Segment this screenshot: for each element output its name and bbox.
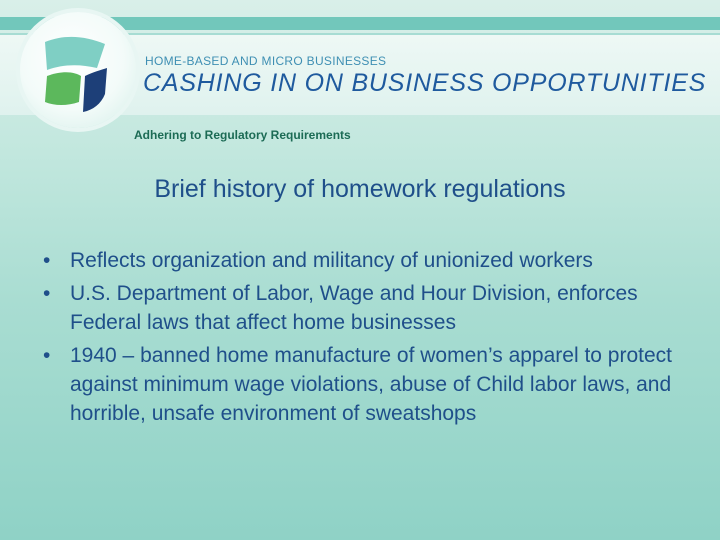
slide-title: Brief history of homework regulations <box>154 175 566 203</box>
bullet-marker: • <box>43 249 51 272</box>
bullet-text: Reflects organization and militancy of unionized workers <box>70 249 593 272</box>
header-headline: CASHING IN ON BUSINESS OPPORTUNITIES <box>143 69 707 97</box>
header-kicker: HOME-BASED AND MICRO BUSINESSES <box>145 54 387 68</box>
bullet-text: 1940 – banned home manufacture of women’s apparel to protect against minimum wage violations, abuse of Child labor laws, and horrible, unsafe environment of sweatshops <box>70 344 673 425</box>
bullet-marker: • <box>43 282 51 305</box>
section-label: Adhering to Regulatory Requirements <box>134 128 351 142</box>
bullet-marker: • <box>43 344 51 367</box>
bullet-item <box>40 341 690 428</box>
bullet-item <box>40 279 690 337</box>
quilt-logo-icon <box>35 30 115 120</box>
bullet-item <box>40 246 690 275</box>
bullet-list <box>40 246 690 432</box>
bullet-text: U.S. Department of Labor, Wage and Hour Division, enforces Federal laws that affect home businesses <box>70 282 638 334</box>
